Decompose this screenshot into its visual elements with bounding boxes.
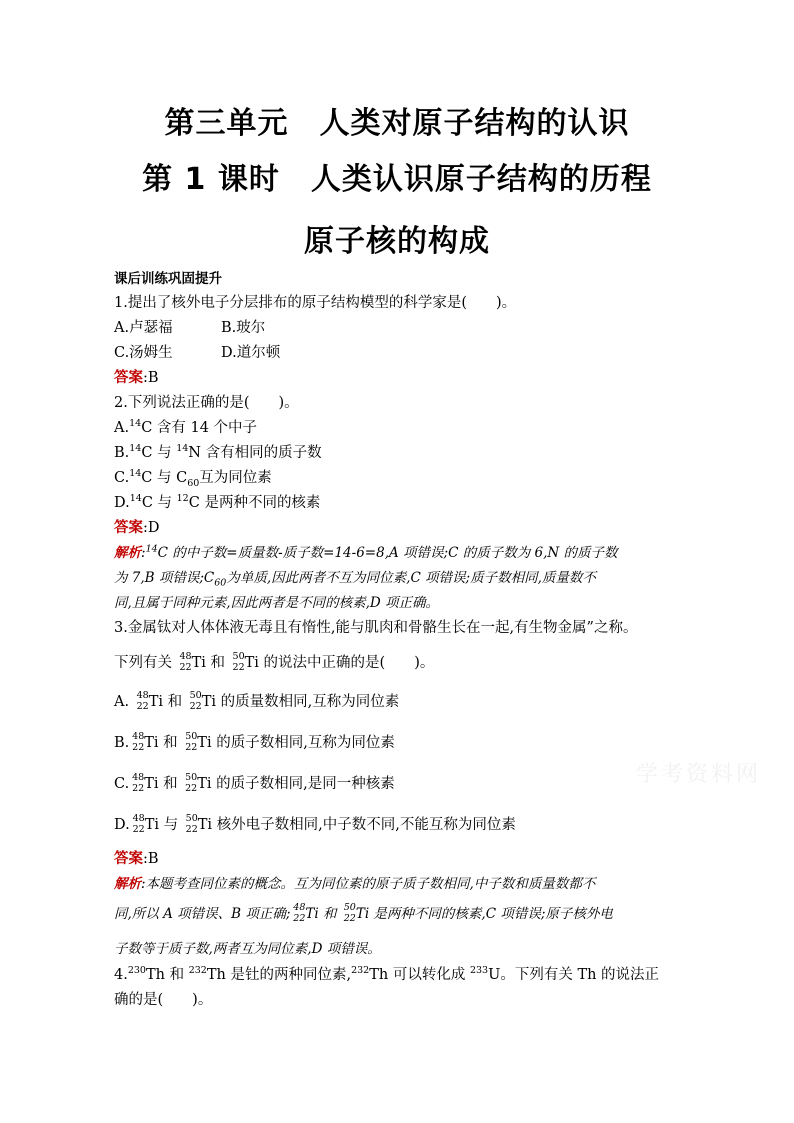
section-heading: 课后训练巩固提升	[114, 271, 222, 287]
unit-title: 第三单元 人类对原子结构的认识	[164, 106, 630, 141]
q2-option-b: B.$^{14}$C 与 $^{14}$N 含有相同的质子数	[114, 443, 322, 461]
q1-option-b: B.玻尔	[221, 320, 266, 336]
lesson-title: 第 1 课时 人类认识原子结构的历程	[142, 162, 652, 197]
q2-explanation-line-1: 解析:$^{14}$C 的中子数=质量数-质子数=14-6=8,A 项错误;C 的质子数为 6,N 的质子数	[114, 543, 618, 561]
answer-label: 答案	[114, 370, 143, 386]
q3-explanation-line-1: 解析:本题考查同位素的概念。互为同位素的原子质子数相同,中子数和质量数都不	[114, 876, 596, 892]
explanation-label: 解析	[114, 545, 141, 561]
q3-option-c: C. 48 22 Ti 和 50 22 Ti 的质子数相同,是同一种核素	[114, 772, 395, 794]
q1-answer-value: :B	[143, 370, 159, 386]
q2-explanation-line-3: 同,且属于同种元素,因此两者是不同的核素,D 项正确。	[114, 595, 439, 611]
q2-option-a: A.$^{14}$C 含有 14 个中子	[114, 418, 258, 436]
q3-explanation-line-2: 同,所以 A 项错误、B 项正确; 48 22 Ti 和 50 22 Ti 是两种不同的核素,C 项错误;原子核外电	[114, 902, 613, 924]
q2-option-c: C.$^{14}$C 与 $C_{60}$互为同位素	[114, 468, 272, 489]
q3-stem-line-2: 下列有关 48 22 Ti 和 50 22 Ti 的说法中正确的是( )。	[114, 651, 435, 673]
q2-answer: 答案:D	[114, 520, 160, 536]
q3-stem-line-1: 3.金属钛对人体体液无毒且有惰性,能与肌肉和骨骼生长在一起,有生物金属”之称。	[114, 620, 638, 636]
q4-stem-line-2: 确的是( )。	[114, 992, 213, 1008]
q2-option-d: D.$^{14}$C 与 $^{12}$C 是两种不同的核素	[114, 493, 321, 511]
q3-option-d: D. 48 22 Ti 与 50 22 Ti 核外电子数相同,中子数不同,不能互称为同位素	[114, 813, 516, 835]
q1-option-a: A.卢瑟福	[114, 320, 173, 336]
q1-stem: 1.提出了核外电子分层排布的原子结构模型的科学家是( )。	[114, 295, 517, 311]
q3-answer: 答案:B	[114, 851, 159, 867]
q3-option-a: A. 48 22 Ti 和 50 22 Ti 的质量数相同,互称为同位素	[114, 690, 400, 712]
q2-explanation-line-2: 为 7,B 项错误$;C_{60}$为单质,因此两者不互为同位素,C 项错误;质子数相同,质量数不	[114, 570, 596, 589]
q4-stem-line-1: 4.$^{230}$Th 和 $^{232}$Th 是钍的两种同位素,$^{232}$Th 可以转化成 $^{233}$U。下列有关 Th 的说法正	[114, 965, 660, 983]
q3-option-b: B. 48 22 Ti 和 50 22 Ti 的质子数相同,互称为同位素	[114, 731, 395, 753]
lesson-subtitle: 原子核的构成	[304, 224, 490, 259]
q1-option-c: C.汤姆生	[114, 345, 173, 361]
q3-explanation-line-3: 子数等于质子数,两者互为同位素,D 项错误。	[114, 941, 381, 957]
q1-answer	[114, 366, 159, 387]
q1-option-d: D.道尔顿	[221, 345, 281, 361]
watermark: 学考资料网	[636, 762, 762, 787]
q2-stem: 2.下列说法正确的是( )。	[114, 395, 299, 411]
